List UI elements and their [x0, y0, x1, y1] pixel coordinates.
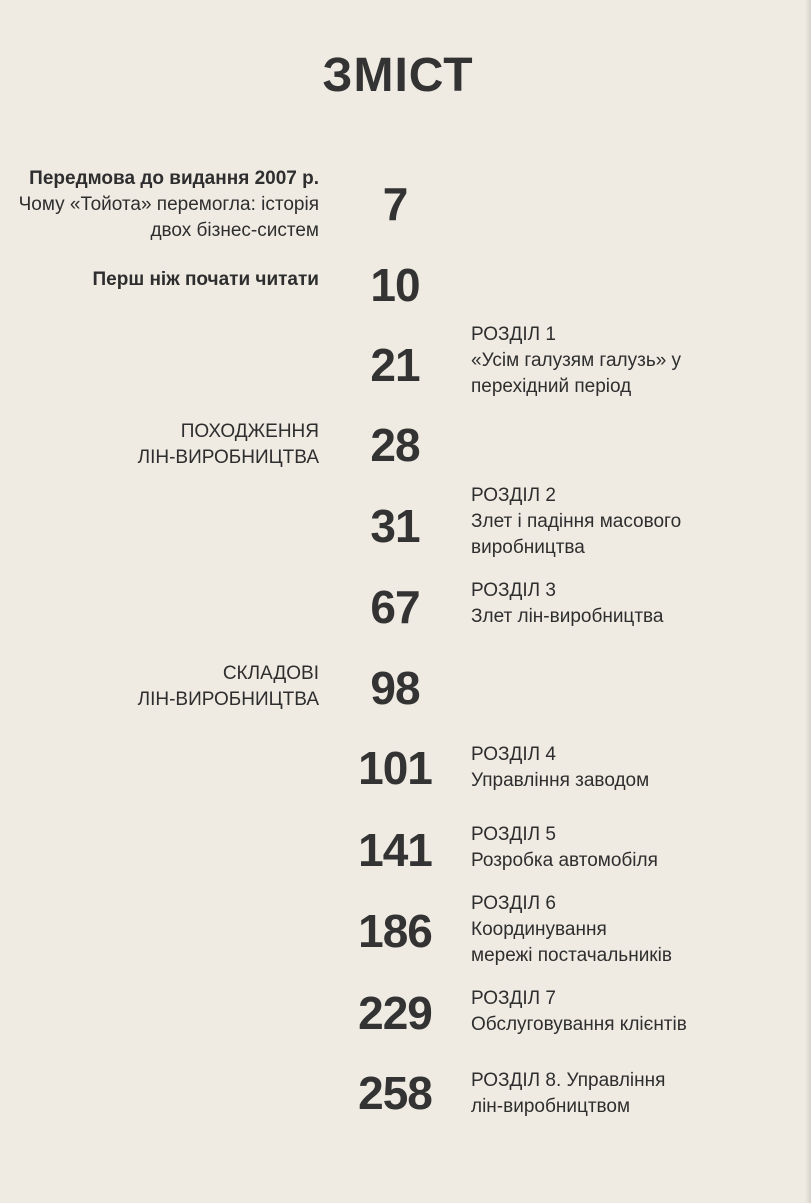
page-number: 31 [370, 500, 420, 552]
page-number: 141 [358, 824, 432, 876]
chapter-label: РОЗДІЛ 2 [471, 485, 556, 506]
page-spine-shadow [805, 0, 811, 1203]
chapter-title-line: Управління заводом [471, 770, 650, 791]
page-number: 98 [370, 662, 420, 714]
entry-right-text [471, 483, 801, 561]
page-number: 28 [370, 419, 420, 471]
chapter-title-line: виробництва [471, 537, 585, 558]
page-number: 10 [370, 259, 420, 311]
entry-right-text [471, 891, 801, 969]
chapter-title-line: лін-виробництвом [471, 1096, 631, 1117]
chapter-title-line: Координування [471, 919, 607, 940]
part-title-line: СКЛАДОВІ [222, 663, 319, 684]
chapter-title-line: Злет лін-виробництва [471, 606, 664, 627]
chapter-label: РОЗДІЛ 6 [471, 893, 556, 914]
chapter-label: РОЗДІЛ 4 [471, 744, 556, 765]
entry-left-text [0, 661, 319, 713]
chapter-title-line: Злет і падіння масового [471, 511, 682, 532]
entry-heading: Перш ніж почати читати [92, 269, 319, 290]
page-title: ЗМІСТ [322, 49, 474, 102]
entry-left-text [0, 267, 319, 293]
page-number: 7 [382, 178, 408, 230]
entry-left-text [0, 166, 319, 244]
chapter-label: РОЗДІЛ 8. Управління [471, 1070, 666, 1091]
page-number: 258 [358, 1067, 432, 1119]
entry-right-text [471, 742, 801, 794]
page-number: 186 [358, 905, 432, 957]
chapter-label: РОЗДІЛ 5 [471, 824, 556, 845]
entry-line: Чому «Тойота» перемогла: історія [18, 194, 319, 215]
chapter-title-line: «Усім галузям галузь» у [471, 350, 682, 371]
chapter-title-line: Обслуговування клієнтів [471, 1014, 687, 1035]
part-title-line: ЛІН-ВИРОБНИЦТВА [137, 689, 319, 710]
page-number: 67 [370, 581, 420, 633]
chapter-title-line: Розробка автомобіля [471, 850, 658, 871]
entry-right-text [471, 322, 801, 400]
entry-right-text [471, 986, 801, 1038]
entry-right-text [471, 1068, 801, 1120]
entry-left-text [0, 419, 319, 471]
entry-line: двох бізнес-систем [150, 220, 319, 241]
entry-right-text [471, 578, 801, 630]
page-number: 21 [370, 339, 420, 391]
chapter-label: РОЗДІЛ 1 [471, 324, 556, 345]
chapter-title-line: перехідний період [471, 376, 632, 397]
entry-right-text [471, 822, 801, 874]
chapter-title-line: мережі постачальників [471, 945, 672, 966]
page-number: 229 [358, 987, 432, 1039]
page-number: 101 [358, 742, 432, 794]
part-title-line: ПОХОДЖЕННЯ [180, 421, 319, 442]
chapter-label: РОЗДІЛ 3 [471, 580, 556, 601]
part-title-line: ЛІН-ВИРОБНИЦТВА [137, 447, 319, 468]
chapter-label: РОЗДІЛ 7 [471, 988, 556, 1009]
entry-heading: Передмова до видання 2007 р. [29, 168, 319, 189]
